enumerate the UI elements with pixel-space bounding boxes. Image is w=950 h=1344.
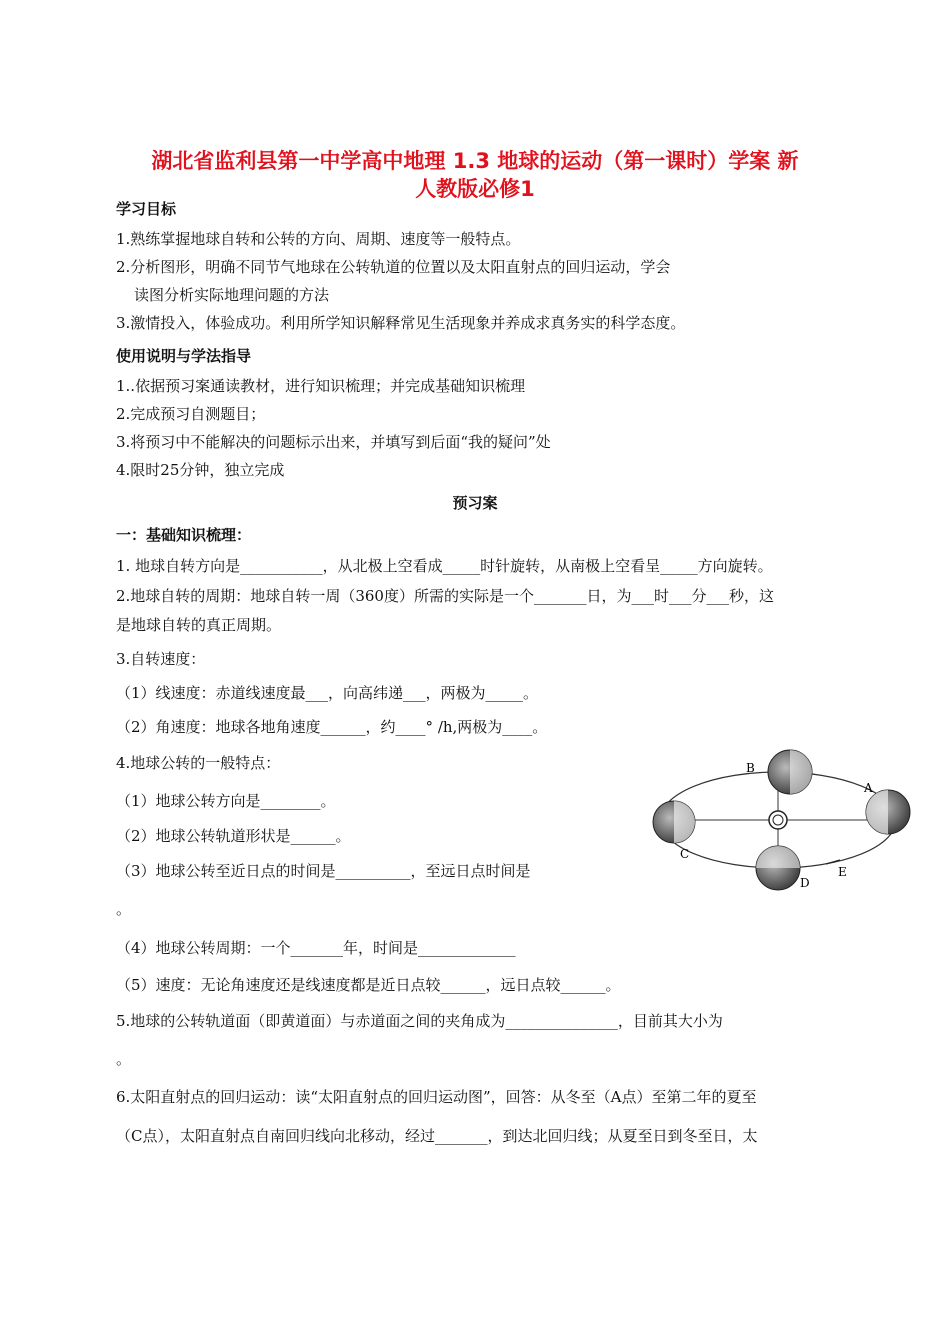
question-6-line1: 6.太阳直射点的回归运动：读“太阳直射点的回归运动图”，回答：从冬至（A点）至第二年的夏至 [116, 1088, 757, 1106]
sun-core [773, 815, 783, 825]
question-3: 3.自转速度： [116, 650, 206, 668]
question-4-1: （1）地球公转方向是________。 [116, 792, 336, 810]
question-2-line1: 2.地球自转的周期：地球自转一周（360度）所需的实际是一个_______日，为___时___分___秒，这 [116, 587, 774, 605]
question-4-5: （5）速度：无论角速度还是线速度都是近日点较______，远日点较______。 [116, 976, 621, 994]
guide-item-1: 1..依据预习案通读教材，进行知识梳理；并完成基础知识梳理 [116, 377, 526, 395]
label-e: E [838, 865, 847, 879]
globe-d-lit-half [756, 846, 800, 868]
question-5-line2: 。 [116, 1050, 132, 1068]
label-a: A [864, 781, 873, 795]
label-c: C [680, 847, 690, 861]
objective-item-2-cont: 读图分析实际地理问题的方法 [134, 286, 330, 304]
question-5-line1: 5.地球的公转轨道面（即黄道面）与赤道面之间的夹角成为_______________，目前其大小为 [116, 1012, 723, 1030]
objective-item-1: 1.熟练掌握地球自转和公转的方向、周期、速度等一般特点。 [116, 230, 521, 248]
guide-item-4: 4.限时25分钟，独立完成 [116, 461, 285, 479]
question-3-1: （1）线速度：赤道线速度最___，向高纬递___，两极为_____。 [116, 684, 539, 702]
guide-heading: 使用说明与学法指导 [116, 347, 252, 365]
preview-heading: 预习案 [452, 494, 498, 512]
globe-b-lit-half [790, 750, 812, 794]
guide-item-2: 2.完成预习自测题目； [116, 405, 266, 423]
objectives-heading: 学习目标 [116, 200, 177, 218]
question-4-3-end: 。 [116, 900, 132, 918]
question-4-2: （2）地球公转轨道形状是______。 [116, 827, 351, 845]
globe-c-lit-half [674, 801, 695, 843]
document-title-line2: 人教版必修1 [415, 177, 535, 201]
question-1: 1. 地球自转方向是___________，从北极上空看成_____时针旋转，从南极上空看呈_____方向旋转。 [116, 557, 773, 575]
section-basic-knowledge: 一：基础知识梳理： [116, 526, 252, 544]
objective-item-3: 3.激情投入，体验成功。利用所学知识解释常见生活现象并养成求真务实的科学态度。 [116, 314, 686, 332]
label-b: B [746, 761, 755, 775]
question-3-2: （2）角速度：地球各地角速度______，约____° /h,两极为____。 [116, 718, 548, 736]
question-6-line2: （C点），太阳直射点自南回归线向北移动，经过_______，到达北回归线；从夏至日到冬至日，太 [116, 1127, 758, 1145]
objective-item-2: 2.分析图形，明确不同节气地球在公转轨道的位置以及太阳直射点的回归运动，学会 [116, 258, 671, 276]
earth-orbit-figure [640, 742, 940, 902]
globe-a-lit-half [866, 790, 888, 834]
question-2-line2: 是地球自转的真正周期。 [116, 616, 282, 634]
document-title-line1: 湖北省监利县第一中学高中地理 1.3 地球的运动（第一课时）学案 新 [151, 149, 799, 173]
guide-item-3: 3.将预习中不能解决的问题标示出来，并填写到后面“我的疑问”处 [116, 433, 551, 451]
label-d: D [800, 876, 810, 890]
question-4-4: （4）地球公转周期：一个_______年，时间是_____________ [116, 939, 516, 957]
question-4-3: （3）地球公转至近日点的时间是__________，至远日点时间是 [116, 862, 531, 880]
question-4: 4.地球公转的一般特点： [116, 754, 281, 772]
